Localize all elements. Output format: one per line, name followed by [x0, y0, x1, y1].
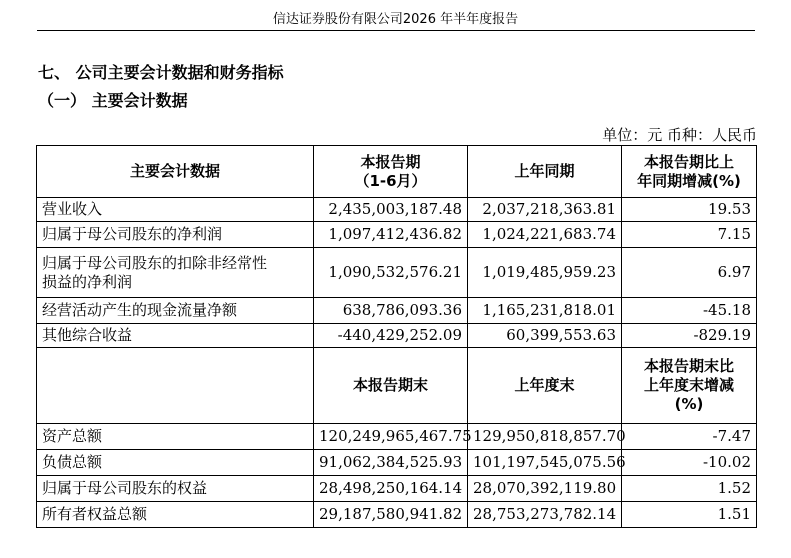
prior-period-value: 101,197,545,075.56 — [468, 450, 622, 476]
table-row — [37, 298, 757, 324]
table1-header-row — [37, 146, 757, 198]
prior-period-value: 1,165,231,818.01 — [468, 298, 622, 324]
row-label: 负债总额 — [37, 450, 314, 476]
prior-period-value: 2,037,218,363.81 — [468, 198, 622, 222]
table1-header-cell: 本报告期比上 年同期增减(%) — [622, 146, 757, 198]
table-row — [37, 198, 757, 222]
table-row — [37, 502, 757, 528]
current-period-value: 1,090,532,576.21 — [314, 248, 468, 298]
row-label: 归属于母公司股东的扣除非经常性 损益的净利润 — [37, 248, 314, 298]
change-percent: 7.15 — [622, 222, 757, 248]
change-percent: -45.18 — [622, 298, 757, 324]
current-period-value: -440,429,252.09 — [314, 324, 468, 348]
table-row — [37, 248, 757, 298]
change-percent: -829.19 — [622, 324, 757, 348]
row-label: 归属于母公司股东的净利润 — [37, 222, 314, 248]
prior-period-value: 1,019,485,959.23 — [468, 248, 622, 298]
row-label: 所有者权益总额 — [37, 502, 314, 528]
table-row — [37, 476, 757, 502]
current-period-value: 28,498,250,164.14 — [314, 476, 468, 502]
unit-currency-line: 单位：元 币种：人民币 — [602, 126, 757, 144]
change-percent: -10.02 — [622, 450, 757, 476]
row-label: 归属于母公司股东的权益 — [37, 476, 314, 502]
accounting-data-table — [36, 145, 757, 528]
prior-period-value: 28,070,392,119.80 — [468, 476, 622, 502]
change-percent: 1.52 — [622, 476, 757, 502]
table-row — [37, 424, 757, 450]
prior-period-value: 1,024,221,683.74 — [468, 222, 622, 248]
prior-period-value: 28,753,273,782.14 — [468, 502, 622, 528]
change-percent: 1.51 — [622, 502, 757, 528]
table2-header-cell: 上年度末 — [468, 348, 622, 424]
current-period-value: 120,249,965,467.75 — [314, 424, 468, 450]
table2-header-cell: 本报告期末比 上年度末增减 (%) — [622, 348, 757, 424]
current-period-value: 29,187,580,941.82 — [314, 502, 468, 528]
header-divider — [37, 30, 755, 31]
change-percent: 19.53 — [622, 198, 757, 222]
row-label: 营业收入 — [37, 198, 314, 222]
table1-header-cell: 本报告期 （1-6月） — [314, 146, 468, 198]
current-period-value: 2,435,003,187.48 — [314, 198, 468, 222]
row-label: 资产总额 — [37, 424, 314, 450]
section-subtitle: （一） 主要会计数据 — [38, 91, 188, 110]
prior-period-value: 129,950,818,857.70 — [468, 424, 622, 450]
prior-period-value: 60,399,553.63 — [468, 324, 622, 348]
current-period-value: 1,097,412,436.82 — [314, 222, 468, 248]
table2-header-cell: 本报告期末 — [314, 348, 468, 424]
section-title: 七、 公司主要会计数据和财务指标 — [38, 63, 284, 82]
table1-header-cell: 上年同期 — [468, 146, 622, 198]
table-row — [37, 222, 757, 248]
report-header-title: 信达证券股份有限公司2026 年半年度报告 — [272, 12, 519, 27]
table2-header-cell — [37, 348, 314, 424]
current-period-value: 91,062,384,525.93 — [314, 450, 468, 476]
table2-header-row — [37, 348, 757, 424]
row-label: 经营活动产生的现金流量净额 — [37, 298, 314, 324]
change-percent: 6.97 — [622, 248, 757, 298]
change-percent: -7.47 — [622, 424, 757, 450]
table-row — [37, 450, 757, 476]
table-row — [37, 324, 757, 348]
table1-header-cell: 主要会计数据 — [37, 146, 314, 198]
current-period-value: 638,786,093.36 — [314, 298, 468, 324]
row-label: 其他综合收益 — [37, 324, 314, 348]
